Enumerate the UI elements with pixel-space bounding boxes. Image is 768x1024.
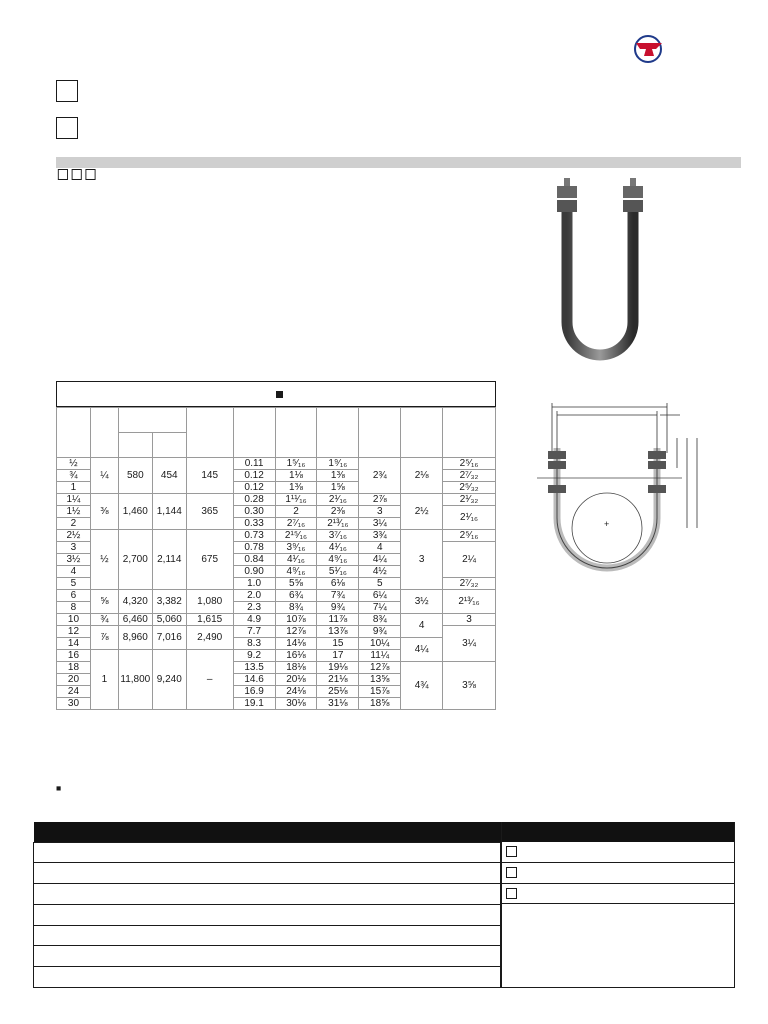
- table-cell: 2⅛: [401, 458, 443, 494]
- fig137-heading: [56, 80, 92, 102]
- col-e: [401, 408, 443, 458]
- table-cell: 3¼: [443, 626, 496, 662]
- table-cell: 18⅛: [275, 662, 317, 674]
- table-cell: 7¾: [317, 590, 359, 602]
- table-cell: 1¹¹⁄₁₆: [275, 494, 317, 506]
- col-d: [359, 408, 401, 458]
- table-cell: 0.78: [233, 542, 275, 554]
- table-cell: 580: [118, 458, 152, 494]
- table-cell: ⅝: [90, 590, 118, 614]
- table-cell: 2¾: [359, 458, 401, 494]
- table-cell: 0.84: [233, 554, 275, 566]
- table-cell: 2,114: [152, 530, 186, 590]
- table-cell: 19⅛: [317, 662, 359, 674]
- table-cell: 3⁷⁄₁₆: [317, 530, 359, 542]
- col-pipe-size: [57, 408, 91, 458]
- table-cell: 4¹⁄₁₆: [317, 542, 359, 554]
- loads-table: [56, 407, 496, 710]
- svg-text:+: +: [604, 519, 610, 529]
- table-cell: 2¹⁄₁₆: [443, 506, 496, 530]
- table-cell: 9¾: [317, 602, 359, 614]
- table-cell: 11⅞: [317, 614, 359, 626]
- table-cell: 11,800: [118, 650, 152, 710]
- u-bolt-photo: [540, 172, 660, 372]
- table-cell: 24⅛: [275, 686, 317, 698]
- project-info-header: [34, 822, 501, 842]
- table-cell: 3½: [57, 554, 91, 566]
- table-cell: 3: [401, 530, 443, 590]
- project-information-table: [33, 822, 501, 988]
- table-footnote: ■: [56, 783, 62, 793]
- table-cell: 14.6: [233, 674, 275, 686]
- table-cell: 10¼: [359, 638, 401, 650]
- col-b: [275, 408, 317, 458]
- table-cell: 20: [57, 674, 91, 686]
- table-cell: 2.3: [233, 602, 275, 614]
- table-cell: 0.12: [233, 470, 275, 482]
- col-750: [152, 433, 186, 458]
- table-cell: –: [186, 650, 233, 710]
- table-cell: 4: [359, 542, 401, 554]
- address-field[interactable]: [34, 863, 501, 884]
- table-cell: 3: [359, 506, 401, 518]
- table-cell: 0.30: [233, 506, 275, 518]
- col-rod-size: [90, 408, 118, 458]
- table-cell: 24: [57, 686, 91, 698]
- table-cell: 3⁹⁄₁₆: [275, 542, 317, 554]
- table-row: [57, 530, 496, 542]
- table-cell: 16⅛: [275, 650, 317, 662]
- table-cell: 7¼: [359, 602, 401, 614]
- table-cell: 8.3: [233, 638, 275, 650]
- table-cell: 4¹⁄₁₆: [275, 554, 317, 566]
- table-cell: 18⅝: [359, 698, 401, 710]
- table-cell: 0.90: [233, 566, 275, 578]
- approved-noted-checkbox[interactable]: [506, 867, 517, 878]
- table-cell: 19.1: [233, 698, 275, 710]
- table-cell: 21⅛: [317, 674, 359, 686]
- not-approved-option[interactable]: [502, 884, 734, 905]
- u-bolt-dimension-diagram: [512, 393, 712, 603]
- table-cell: 2¹³⁄₁₆: [443, 590, 496, 614]
- table-cell: ⅞: [90, 626, 118, 650]
- table-cell: 4¼: [401, 638, 443, 662]
- col-650: [118, 433, 152, 458]
- table-cell: 30⅛: [275, 698, 317, 710]
- contractor-field[interactable]: [34, 884, 501, 905]
- table-cell: 10: [57, 614, 91, 626]
- table-cell: 9.2: [233, 650, 275, 662]
- table-cell: ⅜: [90, 494, 118, 530]
- table-cell: 6⅛: [317, 578, 359, 590]
- table-cell: 0.33: [233, 518, 275, 530]
- table-cell: 5⅝: [275, 578, 317, 590]
- table-cell: 2: [275, 506, 317, 518]
- table-cell: 2⁷⁄₁₆: [275, 518, 317, 530]
- table-cell: 1,080: [186, 590, 233, 614]
- table-cell: 1,144: [152, 494, 186, 530]
- approved-option[interactable]: [502, 842, 734, 863]
- table-cell: 675: [186, 530, 233, 590]
- project-field[interactable]: [34, 842, 501, 863]
- col-f: [443, 408, 496, 458]
- table-cell: 8¾: [359, 614, 401, 626]
- table-cell: 14⅛: [275, 638, 317, 650]
- table-cell: 1,615: [186, 614, 233, 626]
- table-cell: 4¼: [359, 554, 401, 566]
- table-cell: 5,060: [152, 614, 186, 626]
- table-cell: 17: [317, 650, 359, 662]
- notes1-field[interactable]: [34, 946, 501, 967]
- table-cell: 8¾: [275, 602, 317, 614]
- table-cell: 1.0: [233, 578, 275, 590]
- table-cell: 13.5: [233, 662, 275, 674]
- anvil-logo: [632, 34, 742, 66]
- table-cell: 454: [152, 458, 186, 494]
- table-cell: 6¼: [359, 590, 401, 602]
- table-cell: 2⁷⁄₃₂: [443, 578, 496, 590]
- table-cell: 4,320: [118, 590, 152, 614]
- table-cell: 4: [401, 614, 443, 638]
- table-cell: 2⁷⁄₃₂: [443, 470, 496, 482]
- not-approved-checkbox[interactable]: [506, 888, 517, 899]
- table-row: [57, 458, 496, 470]
- col-weight: [233, 408, 275, 458]
- table-cell: 2.0: [233, 590, 275, 602]
- table-cell: 8,960: [118, 626, 152, 650]
- approval-stamp-header: [502, 822, 734, 842]
- specifications: [56, 169, 498, 182]
- table-cell: 3: [443, 614, 496, 626]
- table-cell: 3,382: [152, 590, 186, 614]
- anvil-logo-icon: [632, 34, 672, 64]
- table-cell: 2: [57, 518, 91, 530]
- fig137s-checkbox[interactable]: [56, 117, 78, 139]
- table-cell: 6: [57, 590, 91, 602]
- notes2-field[interactable]: [34, 967, 501, 988]
- table-row: [57, 614, 496, 626]
- table-cell: 2⁵⁄₁₆: [443, 458, 496, 470]
- table-cell: 1½: [57, 506, 91, 518]
- table-cell: 1⅜: [317, 470, 359, 482]
- table-cell: 1¼: [57, 494, 91, 506]
- table-cell: 1: [57, 482, 91, 494]
- table-cell: 1: [90, 650, 118, 710]
- col-side-load: [186, 408, 233, 458]
- table-cell: 2¹⁄₁₆: [317, 494, 359, 506]
- table-cell: 2,490: [186, 626, 233, 650]
- table-cell: 5¹⁄₁₆: [317, 566, 359, 578]
- table-cell: 4⁹⁄₁₆: [317, 554, 359, 566]
- table-cell: 15: [317, 638, 359, 650]
- table-cell: 16: [57, 650, 91, 662]
- table-cell: 18: [57, 662, 91, 674]
- approved-checkbox[interactable]: [506, 846, 517, 857]
- table-cell: 12⅞: [275, 626, 317, 638]
- submittal-date-field[interactable]: [34, 925, 501, 946]
- table-cell: 6,460: [118, 614, 152, 626]
- table-cell: 2⁵⁄₃₂: [443, 482, 496, 494]
- table-cell: 6¾: [275, 590, 317, 602]
- table-row: [57, 494, 496, 506]
- table-cell: ½: [90, 530, 118, 590]
- finish-plain-checkbox[interactable]: [58, 169, 68, 180]
- table-cell: 1⁹⁄₁₆: [317, 458, 359, 470]
- table-cell: 4: [57, 566, 91, 578]
- table-cell: 11¼: [359, 650, 401, 662]
- table-cell: 2¹³⁄₁₆: [317, 518, 359, 530]
- table-cell: 7,016: [152, 626, 186, 650]
- table-cell: 9,240: [152, 650, 186, 710]
- approved-noted-option[interactable]: [502, 863, 734, 884]
- table-cell: 4½: [359, 566, 401, 578]
- table-cell: 8: [57, 602, 91, 614]
- table-cell: 3⅝: [443, 662, 496, 710]
- table-cell: 20⅛: [275, 674, 317, 686]
- table-cell: 2¹⁵⁄₁₆: [275, 530, 317, 542]
- table-cell: 14: [57, 638, 91, 650]
- loads-table-title: [56, 381, 496, 407]
- table-cell: 10⅞: [275, 614, 317, 626]
- square-bullet-icon: [276, 391, 283, 398]
- table-cell: ½: [57, 458, 91, 470]
- table-cell: 30: [57, 698, 91, 710]
- table-cell: 25⅛: [317, 686, 359, 698]
- table-cell: 15⅞: [359, 686, 401, 698]
- table-cell: 2⁵⁄₁₆: [443, 530, 496, 542]
- table-cell: ¼: [90, 458, 118, 494]
- table-cell: 2¼: [443, 542, 496, 578]
- table-cell: 4¾: [401, 662, 443, 710]
- remarks-field[interactable]: [502, 904, 734, 908]
- table-cell: 3¾: [359, 530, 401, 542]
- table-cell: 0.12: [233, 482, 275, 494]
- table-cell: 365: [186, 494, 233, 530]
- table-cell: 3½: [401, 590, 443, 614]
- table-cell: 1⅜: [275, 482, 317, 494]
- table-cell: ¾: [57, 470, 91, 482]
- table-cell: 12⅞: [359, 662, 401, 674]
- table-cell: 2½: [401, 494, 443, 530]
- table-cell: 1⅝: [317, 482, 359, 494]
- table-cell: 145: [186, 458, 233, 494]
- table-cell: 3¼: [359, 518, 401, 530]
- table-row: [57, 590, 496, 602]
- finish-galv-checkbox[interactable]: [85, 169, 95, 180]
- table-cell: 1⁵⁄₁₆: [275, 458, 317, 470]
- table-cell: 0.73: [233, 530, 275, 542]
- table-cell: 1⅛: [275, 470, 317, 482]
- table-cell: 9¾: [359, 626, 401, 638]
- table-cell: 16.9: [233, 686, 275, 698]
- table-cell: 13⅝: [359, 674, 401, 686]
- table-cell: 0.28: [233, 494, 275, 506]
- approval-stamp: [501, 822, 735, 988]
- engineer-field[interactable]: [34, 904, 501, 925]
- table-cell: 1,460: [118, 494, 152, 530]
- table-cell: 7.7: [233, 626, 275, 638]
- fig137-checkbox[interactable]: [56, 80, 78, 102]
- table-cell: 2½: [57, 530, 91, 542]
- col-c: [317, 408, 359, 458]
- divider-bar: [56, 157, 741, 168]
- table-cell: 4⁹⁄₁₆: [275, 566, 317, 578]
- table-cell: 12: [57, 626, 91, 638]
- table-cell: 5: [359, 578, 401, 590]
- table-cell: 2¹⁄₃₂: [443, 494, 496, 506]
- table-cell: ¾: [90, 614, 118, 626]
- fig137s-heading: [56, 117, 92, 139]
- table-cell: 2,700: [118, 530, 152, 590]
- table-cell: 31⅛: [317, 698, 359, 710]
- table-cell: 2⅜: [317, 506, 359, 518]
- col-max-normal: [118, 408, 186, 433]
- table-cell: 3: [57, 542, 91, 554]
- table-cell: 4.9: [233, 614, 275, 626]
- table-cell: 2⅞: [359, 494, 401, 506]
- table-cell: 0.11: [233, 458, 275, 470]
- table-cell: 5: [57, 578, 91, 590]
- table-cell: 13⅞: [317, 626, 359, 638]
- finish-zinc-checkbox[interactable]: [72, 169, 82, 180]
